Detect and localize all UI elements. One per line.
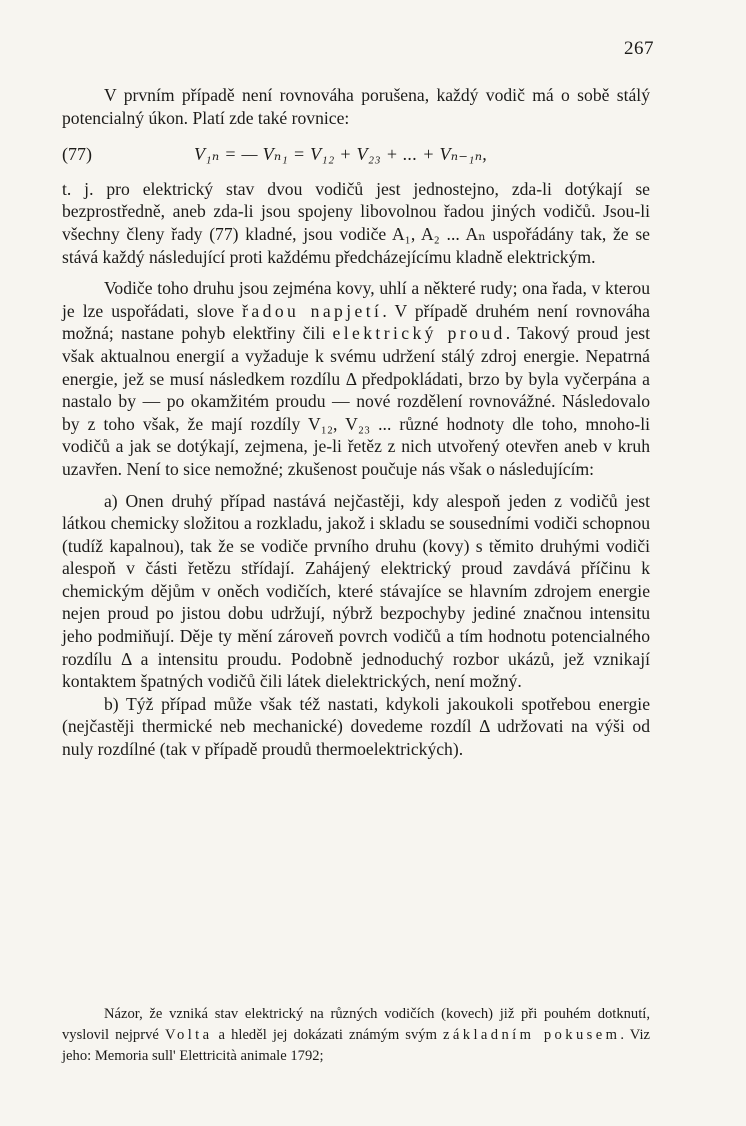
paragraph-case-b: b) Týž případ může však též nastati, kdykoli jakoukoli spotřebou energie (nejčastěji thermické neb mechanické) dovedeme rozdíl Δ udržovati na výši od nuly rozdílné (tak v případě proudů thermoelektrických). bbox=[62, 693, 650, 760]
text-span: Vodiče toho druhu jsou zejména kovy, uhlí a některé rudy; ona řada, v kterou je lze uspořádati, slove bbox=[62, 278, 650, 321]
equation-expression: V₁ₙ = — Vₙ₁ = V₁₂ + V₂₃ + ... + Vₙ₋₁ₙ, bbox=[194, 144, 488, 165]
footnote-span: a hleděl jej dokázati známým svým bbox=[212, 1027, 443, 1043]
paragraph-explanation: t. j. pro elektrický stav dvou vodičů jest jednostejno, zda-li dotýkají se bezprostředně, aneb zda-li jsou spojeny libovolnou řadou jiných vodičů. Jsou-li všechny členy řady (77) kladné, jsou vodiče A₁, A₂ ... Aₙ uspořádány tak, že se stává každý následující proti každému předcházejícímu kladně elektrickým. bbox=[62, 178, 650, 267]
footnote-text bbox=[62, 1004, 650, 1067]
term-rada-napjeti: řadou napjetí bbox=[242, 300, 383, 321]
paragraph-case-a: a) Onen druhý případ nastává nejčastěji, kdy alespoň jeden z vodičů jest látkou chemicky složitou a rozkladu, jakož i skladu se sousedními vodiči schopnou (tudíž kapalnou), tak že se vodiče prvního druhu (kovy) s těmito druhými vodiči alespoň v části řetězu střídají. Zahájený elektrický proud zavdává příčinu k chemickým dějům v oněch vodičích, které stávajíce se hlavním zdrojem energie nejen proud po jistou dobu udržují, nýbrž bezpochyby jediné značnou intensitu jeho podmiňují. Děje ty mění zároveň povrch vodičů a tím hodnotu potencialného rozdílu Δ a intensitu proudu. Podobně jednoduchý rozbor ukázů, jež vznikají kontaktem špatných vodičů čili látek dielektrických, není možný. bbox=[62, 490, 650, 692]
main-text bbox=[62, 84, 650, 761]
paragraph-conductors bbox=[62, 277, 650, 480]
footnote-name-volta: Volta bbox=[164, 1027, 213, 1043]
page-number: 267 bbox=[624, 38, 654, 59]
text-span: . V případě druhém není rovnováha možná; nastane pohyb elektřiny čili bbox=[62, 300, 650, 344]
text-span: . Takový proud jest však aktualnou energií a vyžaduje k svému udržení stálý zdroj energie. Nepatrná energie, jež se musí následkem rozdílu Δ předpokládati, brzo by byla vyčerpána a nastalo by — po okamžitém proudu — nové rozdělení rovnovážné. Následovalo by z toho však, že mají rozdíly V₁₂, V₂₃ ... různé hodnoty dle toho, mnoho-li vodičů a jak se dotýkají, zejmena, je-li řetěz z nich utvořený otevřen aneb v kruh uzavřen. Není to sice nemožné; zkušenost poučuje nás však o následujícím: bbox=[62, 323, 650, 479]
footnote-span: . Viz jeho: Memoria sull' Elettricità animale 1792; bbox=[62, 1027, 651, 1064]
paragraph-intro: V prvním případě není rovnováha porušena, každý vodič má o sobě stálý potencialný úkon. Platí zde také rovnice: bbox=[62, 85, 650, 128]
footnote-span: Názor, že vzniká stav elektrický na různých vodičích (kovech) již při pouhém dotknutí, vyslovil nejprvé bbox=[62, 1006, 650, 1043]
footnote-spaced-term: základním pokusem bbox=[443, 1027, 621, 1043]
equation-number: (77) bbox=[62, 144, 92, 165]
term-elektricky-proud: elektrický proud bbox=[332, 323, 506, 344]
footnote bbox=[62, 1004, 650, 1067]
equation-77 bbox=[62, 143, 650, 166]
